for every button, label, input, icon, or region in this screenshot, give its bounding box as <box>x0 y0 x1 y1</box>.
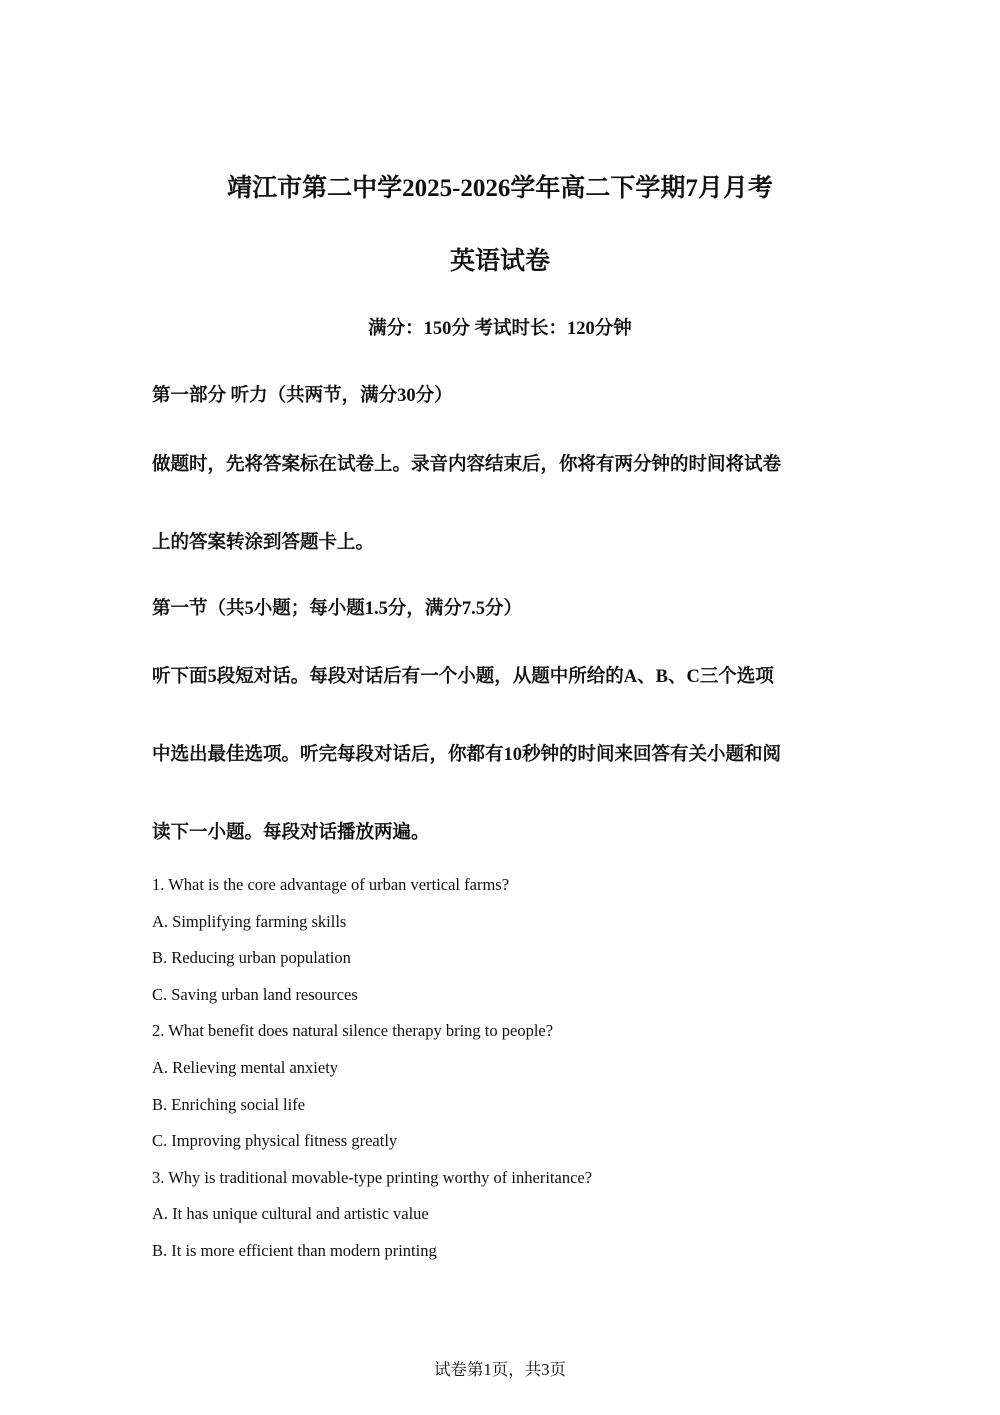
option-3a: A. It has unique cultural and artistic value <box>152 1204 429 1224</box>
option-3b: B. It is more efficient than modern printing <box>152 1240 437 1260</box>
part-instruction-line: 做题时，先将答案标在试卷上。录音内容结束后，你将有两分钟的时间将试卷 <box>152 455 782 475</box>
section-heading: 第一节（共5小题；每小题1.5分，满分7.5分） <box>152 599 523 619</box>
option-1c: C. Saving urban land resources <box>152 984 358 1004</box>
question-2: 2. What benefit does natural silence therapy bring to people? <box>152 1021 554 1041</box>
page-footer: 试卷第1页，共3页 <box>434 1360 566 1379</box>
exam-subject: 英语试卷 <box>449 248 550 275</box>
section-instruction-line: 读下一小题。每段对话播放两遍。 <box>152 823 430 843</box>
option-2c: C. Improving physical fitness greatly <box>152 1131 398 1151</box>
section-instruction-line: 听下面5段短对话。每段对话后有一个小题，从题中所给的A、B、C三个选项 <box>152 667 774 687</box>
question-1: 1. What is the core advantage of urban vertical farms? <box>152 875 510 894</box>
option-2a: A. Relieving mental anxiety <box>152 1057 339 1077</box>
question-3: 3. Why is traditional movable-type printing worthy of inheritance? <box>152 1167 593 1187</box>
exam-meta: 满分：150分 考试时长：120分钟 <box>368 319 632 339</box>
option-2b: B. Enriching social life <box>152 1094 306 1114</box>
section-instruction-line: 中选出最佳选项。听完每段对话后，你都有10秒钟的时间来回答有关小题和阅 <box>152 745 782 765</box>
part-heading: 第一部分 听力（共两节，满分30分） <box>152 386 453 406</box>
option-1a: A. Simplifying farming skills <box>152 911 347 931</box>
exam-title: 靖江市第二中学2025-2026学年高二下学期7月月考 <box>227 175 773 202</box>
question-list <box>152 874 852 1277</box>
part-instruction-line: 上的答案转涂到答题卡上。 <box>152 533 375 553</box>
option-1b: B. Reducing urban population <box>152 948 351 968</box>
